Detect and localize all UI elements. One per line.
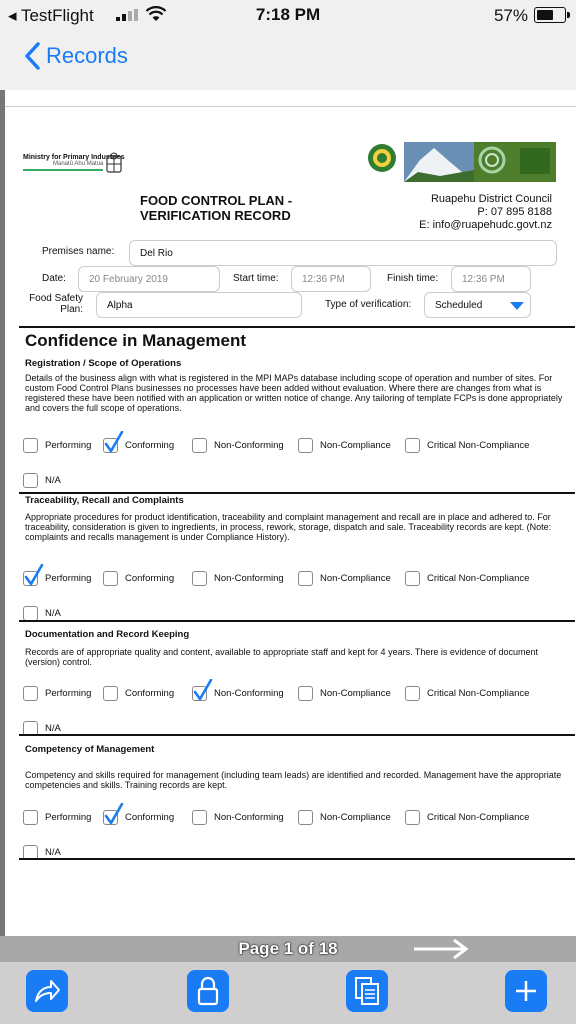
nz-crest-icon [103, 152, 125, 176]
option-label: Conforming [125, 688, 175, 699]
option-label: N/A [45, 608, 61, 619]
checkbox[interactable] [103, 686, 118, 701]
option-label: Critical Non-Compliance [427, 440, 530, 451]
subsection-description: Competency and skills required for management (including team leads) are identified and recorded. Management have the appropriate competencies and skills. Training records are kept. [25, 770, 562, 790]
date-value: 20 February 2019 [89, 273, 168, 285]
back-app-label: TestFlight [20, 6, 94, 25]
fsp-label-line2: Plan: [60, 304, 83, 315]
checkbox[interactable] [298, 686, 313, 701]
mpi-logo-line1: Ministry for Primary Industries [23, 154, 125, 161]
option-non-conforming[interactable] [192, 686, 284, 701]
option-non-compliance[interactable] [298, 810, 391, 825]
option-performing[interactable] [23, 686, 91, 701]
subsection-title: Traceability, Recall and Complaints [25, 495, 184, 506]
subsection-description: Records are of appropriate quality and content, available to appropriate staff and kept for 4 years. There is evidence of document (version) control. [25, 647, 538, 667]
section-divider [19, 326, 575, 328]
option-label: N/A [45, 475, 61, 486]
option-label: Performing [45, 440, 92, 451]
bottom-toolbar [0, 962, 576, 1024]
food-safety-plan-label [29, 293, 83, 315]
subsection-title: Documentation and Record Keeping [25, 629, 190, 640]
verification-type-value: Scheduled [435, 299, 483, 311]
council-phone: P: 07 895 8188 [477, 206, 552, 218]
checkbox[interactable] [405, 810, 420, 825]
checkbox[interactable] [103, 571, 118, 586]
checkbox[interactable] [192, 438, 207, 453]
option-conforming[interactable] [103, 810, 174, 825]
back-button[interactable] [24, 42, 128, 70]
fsp-label-line1: Food Safety [29, 293, 83, 304]
share-arrow-icon [33, 978, 61, 1004]
premises-value: Del Rio [140, 247, 173, 259]
title-line1: FOOD CONTROL PLAN - [140, 193, 293, 208]
option-label: Non-Conforming [214, 573, 284, 584]
option-label: N/A [45, 847, 61, 858]
checkbox[interactable] [405, 571, 420, 586]
option-label: Critical Non-Compliance [427, 573, 530, 584]
section-divider [19, 620, 575, 622]
option-label: Non-Compliance [320, 440, 391, 451]
option-n-a[interactable] [23, 606, 61, 621]
chevron-left-icon [24, 42, 40, 70]
council-contact [419, 193, 552, 232]
mpi-logo-line2: Manatū Ahu Matua [53, 161, 104, 167]
ruapehu-council-logo [360, 142, 556, 182]
option-critical-non-compliance[interactable] [405, 571, 529, 586]
premises-label: Premises name: [42, 246, 115, 257]
page-indicator-bar [0, 936, 576, 962]
food-safety-plan-value: Alpha [107, 299, 133, 311]
checkbox[interactable] [298, 571, 313, 586]
battery-percent: 57% [493, 6, 528, 25]
council-email: E: info@ruapehudc.govt.nz [419, 219, 552, 231]
checkbox[interactable] [405, 686, 420, 701]
checkbox[interactable] [23, 606, 38, 621]
start-time-field[interactable] [291, 266, 371, 292]
subsection-description: Appropriate procedures for product identification, traceability and complaint management and recall are in place and adhered to. For traceability, consideration is given to ingredients, in process, rework, storage, dispatch and sale. Traceability records are kept. (Note: complaints and recalls management is under Compliance History). [25, 512, 552, 542]
option-non-conforming[interactable] [192, 571, 284, 586]
page-top-rule [5, 106, 576, 107]
checkbox[interactable] [192, 571, 207, 586]
copy-document-icon [353, 976, 381, 1006]
lock-button[interactable] [187, 970, 229, 1012]
subsection-title: Registration / Scope of Operations [25, 358, 182, 369]
checkbox[interactable] [298, 438, 313, 453]
option-label: N/A [45, 723, 61, 734]
finish-time-value: 12:36 PM [462, 273, 505, 285]
option-label: Conforming [125, 573, 175, 584]
option-non-compliance[interactable] [298, 571, 391, 586]
checkbox[interactable] [192, 810, 207, 825]
option-conforming[interactable] [103, 571, 174, 586]
checkbox[interactable] [103, 438, 118, 453]
start-time-value: 12:36 PM [302, 273, 345, 285]
option-performing[interactable] [23, 571, 91, 586]
verification-type-label: Type of verification: [325, 299, 412, 310]
checkbox[interactable] [23, 810, 38, 825]
start-time-label: Start time: [233, 273, 279, 284]
checkbox[interactable] [23, 438, 38, 453]
option-n-a[interactable] [23, 473, 61, 488]
option-performing[interactable] [23, 810, 91, 825]
verification-type-select[interactable] [424, 292, 531, 318]
option-label: Non-Conforming [214, 440, 284, 451]
option-label: Performing [45, 812, 92, 823]
option-label: Non-Conforming [214, 812, 284, 823]
section-heading: Confidence in Management [25, 331, 247, 350]
checkbox[interactable] [23, 686, 38, 701]
option-label: Performing [45, 688, 92, 699]
checkbox[interactable] [23, 473, 38, 488]
food-safety-plan-field[interactable] [96, 292, 302, 318]
premises-field[interactable] [129, 240, 557, 266]
title-line2: VERIFICATION RECORD [140, 208, 291, 223]
checkbox[interactable] [298, 810, 313, 825]
option-critical-non-compliance[interactable] [405, 438, 529, 453]
option-conforming[interactable] [103, 438, 174, 453]
option-label: Critical Non-Compliance [427, 688, 530, 699]
option-label: Non-Compliance [320, 812, 391, 823]
checkbox[interactable] [405, 438, 420, 453]
option-conforming[interactable] [103, 686, 174, 701]
option-critical-non-compliance[interactable] [405, 686, 529, 701]
section-divider [19, 734, 575, 736]
finish-time-field[interactable] [451, 266, 531, 292]
subsection-description: Details of the business align with what is registered in the MPI MAPs database including scope of operation and number of sites. For custom Food Control Plans businesses no processes have been added without evaluation. Where there are changes from what is registered these have been notified with an application or written notice of change. Any tailoring of template FCPs is done appropriately and covers the full scope of operations. [25, 373, 563, 413]
copy-button[interactable] [346, 970, 388, 1012]
document-title [140, 193, 292, 223]
date-field[interactable] [78, 266, 220, 292]
add-button[interactable] [505, 970, 547, 1012]
option-performing[interactable] [23, 438, 91, 453]
council-name: Ruapehu District Council [430, 193, 552, 205]
checkbox[interactable] [192, 686, 207, 701]
option-non-compliance[interactable] [298, 686, 391, 701]
page-indicator: Page 1 of 18 [238, 939, 338, 958]
navigation-bar [0, 30, 576, 88]
back-label: Records [46, 43, 128, 68]
subsection-title: Competency of Management [25, 744, 155, 755]
chevron-down-icon [510, 302, 524, 310]
finish-time-label: Finish time: [387, 273, 439, 284]
checkbox[interactable] [23, 571, 38, 586]
option-non-compliance[interactable] [298, 438, 391, 453]
plus-icon [513, 978, 539, 1004]
document-page[interactable] [0, 90, 576, 936]
section-divider [19, 858, 575, 860]
option-critical-non-compliance[interactable] [405, 810, 529, 825]
status-bar [0, 0, 576, 30]
option-non-conforming[interactable] [192, 438, 284, 453]
share-button[interactable] [26, 970, 68, 1012]
option-label: Conforming [125, 440, 175, 451]
lock-icon [196, 976, 220, 1006]
date-label: Date: [42, 273, 66, 284]
back-to-app-link[interactable]: ◂ TestFlight [8, 6, 94, 25]
option-label: Non-Conforming [214, 688, 284, 699]
option-label: Non-Compliance [320, 688, 391, 699]
option-label: Conforming [125, 812, 175, 823]
option-label: Non-Compliance [320, 573, 391, 584]
battery-icon [534, 7, 566, 23]
option-non-conforming[interactable] [192, 810, 284, 825]
checkbox[interactable] [103, 810, 118, 825]
option-label: Performing [45, 573, 92, 584]
next-page-arrow-icon[interactable] [412, 937, 470, 961]
option-label: Critical Non-Compliance [427, 812, 530, 823]
section-divider [19, 492, 575, 494]
clock: 7:18 PM [255, 5, 321, 24]
